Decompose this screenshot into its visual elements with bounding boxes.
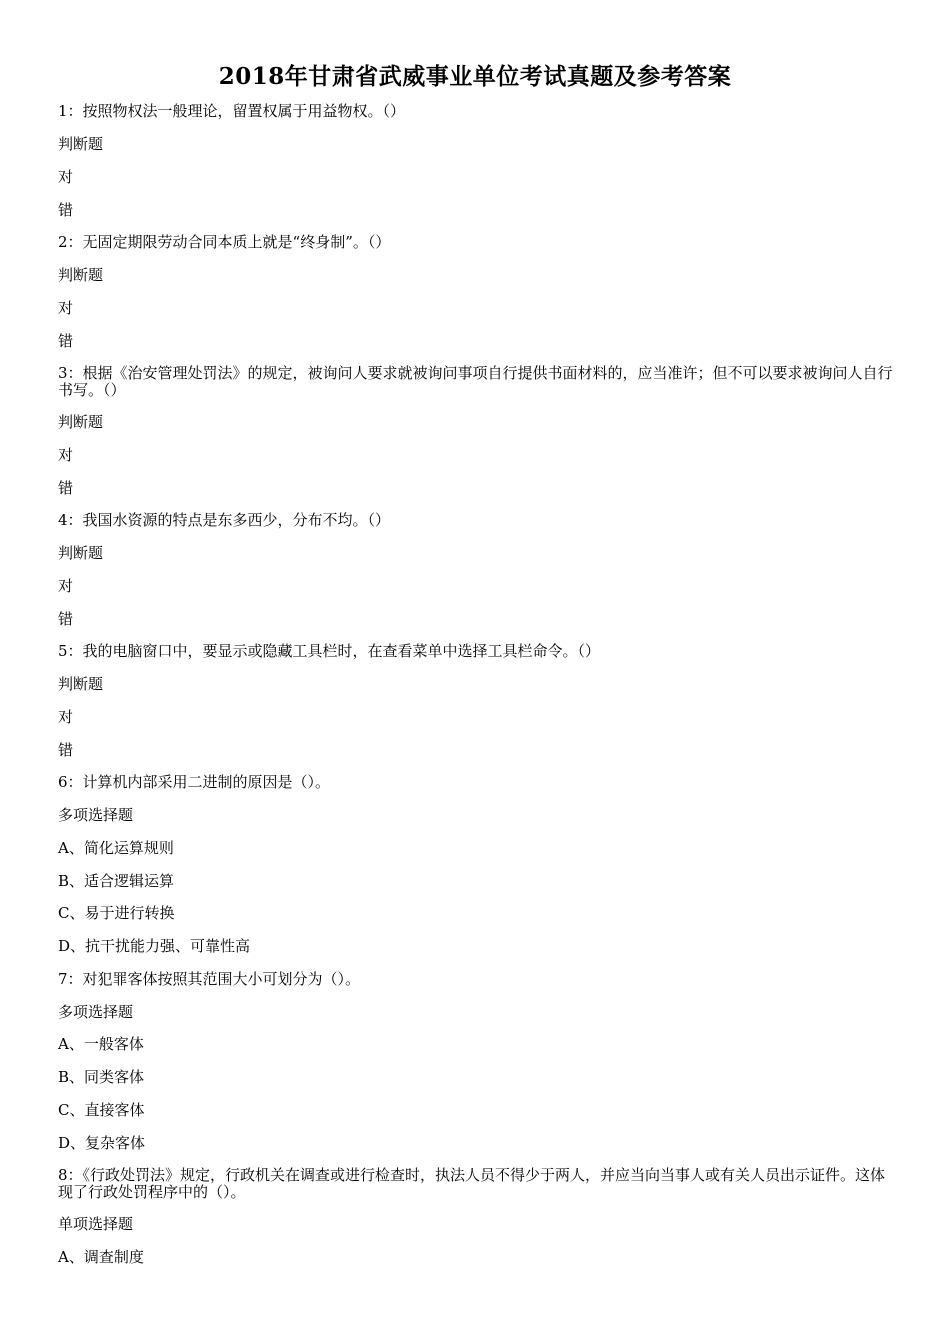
question-3-stem: 3：根据《治安管理处罚法》的规定，被询问人要求就被询问事项自行提供书面材料的，应当准许；但不可以要求被询问人自行书写。（） — [58, 364, 893, 399]
page-title: 2018年甘肃省武威事业单位考试真题及参考答案 — [218, 63, 732, 90]
question-4-option-1: 对 — [58, 577, 74, 595]
question-3-type: 判断题 — [58, 413, 104, 431]
question-7-option-d: D、复杂客体 — [58, 1134, 146, 1152]
question-6-option-c: C、易于进行转换 — [58, 904, 175, 922]
question-7-option-a: A、一般客体 — [58, 1035, 144, 1053]
question-4-type: 判断题 — [58, 544, 104, 562]
question-5-stem: 5：我的电脑窗口中，要显示或隐藏工具栏时，在查看菜单中选择工具栏命令。（） — [58, 642, 601, 660]
question-8-stem: 8：《行政处罚法》规定，行政机关在调查或进行检查时，执法人员不得少于两人，并应当向当事人或有关人员出示证件。这体现了行政处罚程序中的（）。 — [58, 1166, 886, 1201]
question-6-stem: 6：计算机内部采用二进制的原因是（）。 — [58, 773, 331, 791]
question-4-option-2: 错 — [58, 610, 74, 628]
question-7-stem: 7：对犯罪客体按照其范围大小可划分为（）。 — [58, 970, 361, 988]
question-3-option-2: 错 — [58, 479, 74, 497]
question-2-type: 判断题 — [58, 266, 104, 284]
question-4-stem: 4：我国水资源的特点是东多西少，分布不均。（） — [58, 511, 391, 529]
question-6-option-a: A、简化运算规则 — [58, 839, 174, 857]
question-5-option-2: 错 — [58, 741, 74, 759]
question-5-option-1: 对 — [58, 708, 74, 726]
question-5-type: 判断题 — [58, 675, 104, 693]
question-7-option-b: B、同类客体 — [58, 1068, 145, 1086]
question-1-option-2: 错 — [58, 201, 74, 219]
question-1-option-1: 对 — [58, 168, 74, 186]
question-6-type: 多项选择题 — [58, 806, 134, 824]
question-6-option-b: B、适合逻辑运算 — [58, 872, 175, 890]
question-6-option-d: D、抗干扰能力强、可靠性高 — [58, 937, 251, 955]
question-2-option-1: 对 — [58, 299, 74, 317]
question-2-option-2: 错 — [58, 332, 74, 350]
question-8-type: 单项选择题 — [58, 1215, 134, 1233]
question-2-stem: 2：无固定期限劳动合同本质上就是“终身制”。（） — [58, 233, 391, 251]
question-7-option-c: C、直接客体 — [58, 1101, 145, 1119]
question-1-type: 判断题 — [58, 135, 104, 153]
question-3-option-1: 对 — [58, 446, 74, 464]
question-7-type: 多项选择题 — [58, 1003, 134, 1021]
question-1-stem: 1：按照物权法一般理论，留置权属于用益物权。（） — [58, 102, 406, 120]
question-8-option-a: A、调查制度 — [58, 1248, 144, 1266]
